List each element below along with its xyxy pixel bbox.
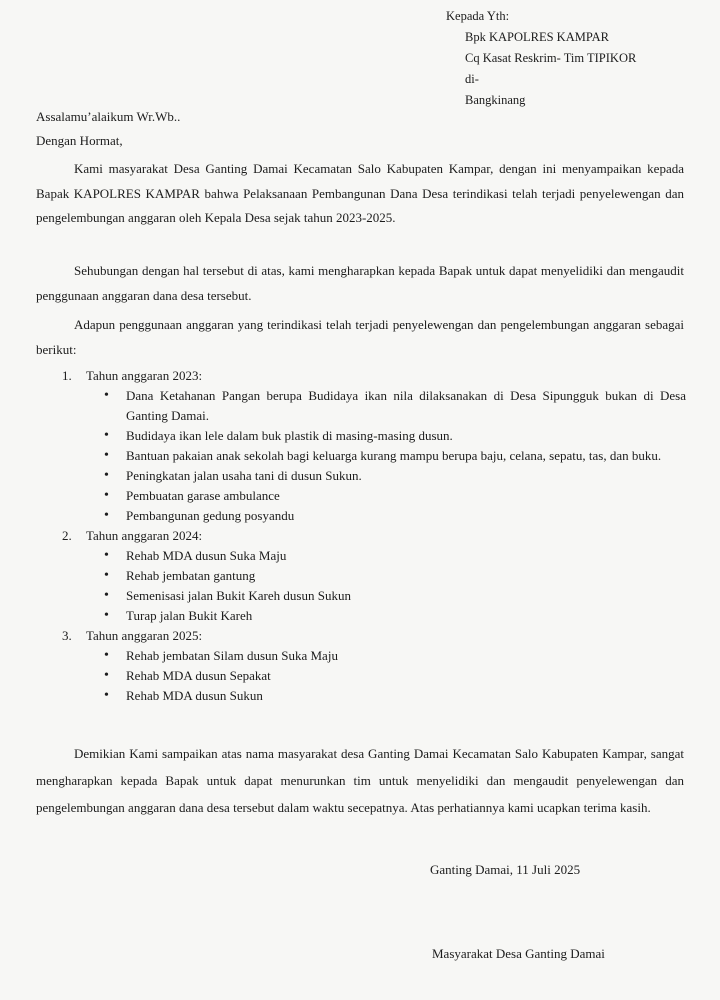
list-item: • Turap jalan Bukit Kareh: [126, 606, 686, 626]
year-label: Tahun anggaran 2023:: [86, 368, 203, 383]
bullet-icon: •: [104, 648, 109, 663]
budget-year-list: [36, 366, 686, 706]
bullet-icon: •: [104, 448, 109, 463]
addressee-unit: Cq Kasat Reskrim- Tim TIPIKOR: [465, 51, 637, 65]
year-number: 3.: [62, 628, 72, 643]
budget-items-2023: [36, 386, 686, 526]
list-item: • Rehab MDA dusun Sepakat: [126, 666, 686, 686]
list-item: • Rehab jembatan gantung: [126, 566, 686, 586]
addressee-di: di-: [465, 72, 479, 86]
budget-items-2024: [36, 546, 686, 626]
bullet-icon: •: [104, 428, 109, 443]
signer-name: Masyarakat Desa Ganting Damai: [432, 946, 605, 961]
paragraph-closing: Demikian Kami sampaikan atas nama masyarakat desa Ganting Damai Kecamatan Salo Kabupaten Kampar, sangat mengharapkan kepada Bapak untuk dapat menurunkan tim untuk menyelidiki dan mengaudit penyelewengan dan pengelembungan anggaran dana desa tersebut dalam waktu secepatnya. Atas perhatiannya kami ucapkan terima kasih.: [36, 746, 684, 815]
list-item: • Rehab MDA dusun Suka Maju: [126, 546, 686, 566]
list-item: • Rehab jembatan Silam dusun Suka Maju: [126, 646, 686, 666]
paragraph-list-intro: Adapun penggunaan anggaran yang terindikasi telah terjadi penyelewengan dan pengelembungan anggaran sebagai berikut:: [36, 317, 684, 357]
greeting: Assalamu’alaikum Wr.Wb..: [36, 109, 181, 124]
bullet-icon: •: [104, 668, 109, 683]
list-item: • Semenisasi jalan Bukit Kareh dusun Sukun: [126, 586, 686, 606]
year-label: Tahun anggaran 2024:: [86, 528, 203, 543]
bullet-icon: •: [104, 548, 109, 563]
list-item: • Bantuan pakaian anak sekolah bagi keluarga kurang mampu berupa baju, celana, sepatu, tas, dan buku.: [126, 446, 686, 466]
bullet-icon: •: [104, 688, 109, 703]
paragraph-request: Sehubungan dengan hal tersebut di atas, kami mengharapkan kepada Bapak untuk dapat menyelidiki dan mengaudit penggunaan anggaran dana desa tersebut.: [36, 263, 684, 303]
place-date: Ganting Damai, 11 Juli 2025: [430, 862, 581, 877]
list-item: • Peningkatan jalan usaha tani di dusun Sukun.: [126, 466, 686, 486]
addressee-intro: Kepada Yth:: [446, 9, 510, 23]
bullet-icon: •: [104, 488, 109, 503]
bullet-icon: •: [104, 568, 109, 583]
list-item: • Rehab MDA dusun Sukun: [126, 686, 686, 706]
year-number: 1.: [62, 368, 72, 383]
bullet-icon: •: [104, 588, 109, 603]
budget-items-2025: [36, 646, 686, 706]
list-item: • Dana Ketahanan Pangan berupa Budidaya ikan nila dilaksanakan di Desa Sipungguk bukan di Desa Ganting Damai.: [104, 388, 686, 423]
budget-year-2025: [36, 626, 686, 646]
addressee-name: Bpk KAPOLRES KAMPAR: [465, 30, 610, 44]
bullet-icon: •: [104, 508, 109, 523]
salutation: Dengan Hormat,: [36, 133, 123, 148]
bullet-icon: •: [104, 608, 109, 623]
year-label: Tahun anggaran 2025:: [86, 628, 203, 643]
bullet-icon: •: [104, 388, 109, 403]
budget-year-2023: [36, 366, 686, 386]
addressee-city: Bangkinang: [465, 93, 526, 107]
list-item: • Pembuatan garase ambulance: [126, 486, 686, 506]
list-item: • Pembangunan gedung posyandu: [126, 506, 686, 526]
paragraph-intro: Kami masyarakat Desa Ganting Damai Kecamatan Salo Kabupaten Kampar, dengan ini menyampaikan kepada Bapak KAPOLRES KAMPAR bahwa Pelaksanaan Pembangunan Dana Desa terindikasi telah terjadi penyelewengan dan pengelembungan anggaran oleh Kepala Desa sejak tahun 2023-2025.: [36, 161, 684, 225]
list-item: • Budidaya ikan lele dalam buk plastik di masing-masing dusun.: [126, 426, 686, 446]
addressee-block: [446, 6, 636, 111]
bullet-icon: •: [104, 468, 109, 483]
year-number: 2.: [62, 528, 72, 543]
budget-year-2024: [36, 526, 686, 546]
